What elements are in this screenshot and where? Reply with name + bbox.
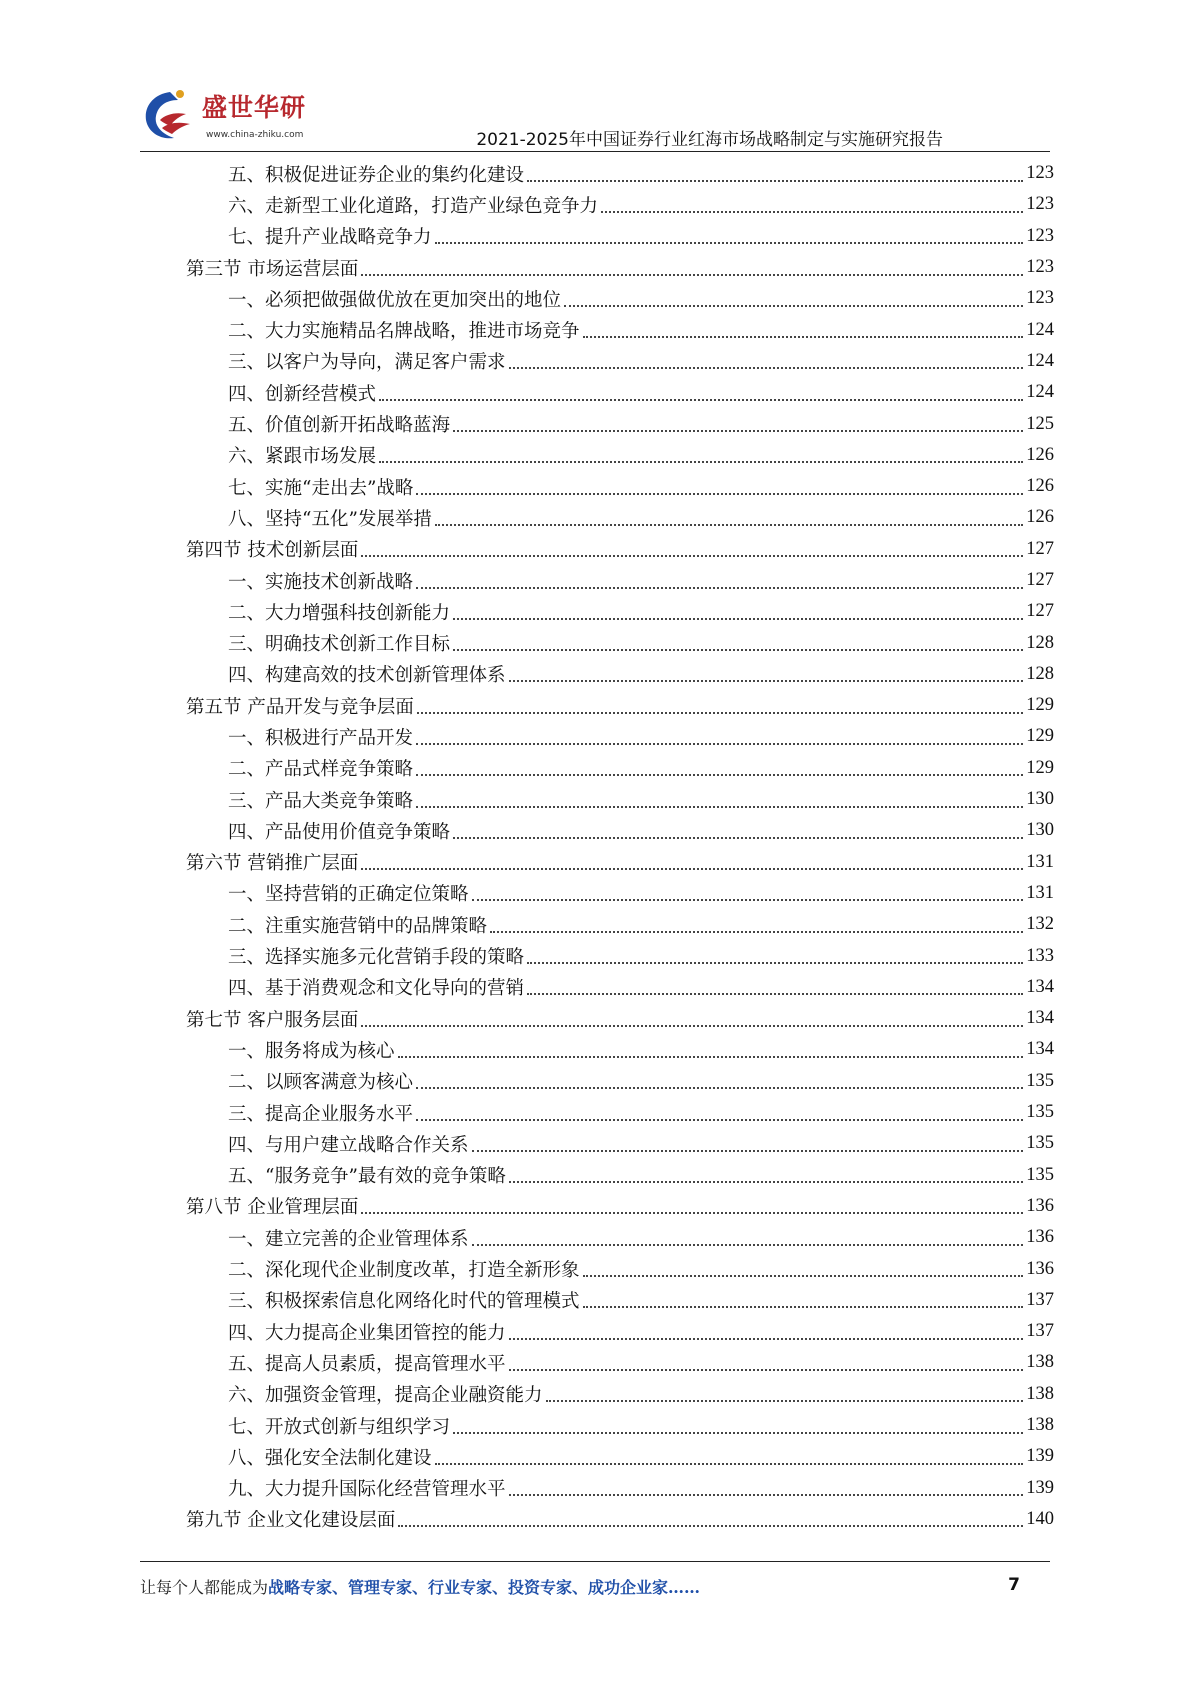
toc-leader-dots xyxy=(398,1056,1024,1058)
toc-entry-title: 五、“服务竞争”最有效的竞争策略 xyxy=(228,1166,506,1188)
toc-entry-page: 139 xyxy=(1026,1446,1054,1467)
toc-subsection-entry[interactable] xyxy=(186,158,1054,189)
toc-entry-title: 第五节 产品开发与竞争层面 xyxy=(186,696,414,718)
report-title: 2021-2025年中国证券行业红海市场战略制定与实施研究报告 xyxy=(476,130,943,150)
toc-entry-page: 133 xyxy=(1026,945,1054,966)
toc-subsection-entry[interactable] xyxy=(186,784,1054,815)
toc-entry-page: 134 xyxy=(1026,1039,1054,1060)
toc-subsection-entry[interactable] xyxy=(186,189,1054,220)
toc-leader-dots xyxy=(416,806,1023,808)
toc-entry-title: 四、创新经营模式 xyxy=(228,383,377,405)
toc-leader-dots xyxy=(379,461,1023,463)
toc-entry-page: 138 xyxy=(1026,1383,1054,1404)
toc-subsection-entry[interactable] xyxy=(186,1316,1054,1347)
toc-entry-title: 一、必须把做强做优放在更加突出的地位 xyxy=(228,289,562,311)
page-header xyxy=(0,0,1191,150)
toc-entry-page: 138 xyxy=(1026,1352,1054,1373)
toc-subsection-entry[interactable] xyxy=(186,940,1054,971)
toc-entry-title: 三、产品大类竞争策略 xyxy=(228,790,414,812)
toc-entry-page: 138 xyxy=(1026,1415,1054,1436)
toc-section-entry[interactable] xyxy=(186,1191,1054,1222)
toc-leader-dots xyxy=(361,1212,1023,1214)
toc-subsection-entry[interactable] xyxy=(186,1379,1054,1410)
toc-entry-title: 六、加强资金管理，提高企业融资能力 xyxy=(228,1385,543,1407)
toc-entry-title: 四、产品使用价值竞争策略 xyxy=(228,821,451,843)
toc-subsection-entry[interactable] xyxy=(186,1034,1054,1065)
page-number: 7 xyxy=(1008,1575,1020,1595)
toc-leader-dots xyxy=(564,305,1023,307)
toc-leader-dots xyxy=(509,1181,1023,1183)
toc-entry-page: 136 xyxy=(1026,1227,1054,1248)
toc-entry-page: 123 xyxy=(1026,225,1054,246)
toc-entry-title: 二、以顾客满意为核心 xyxy=(228,1072,414,1094)
toc-entry-title: 五、提高人员素质，提高管理水平 xyxy=(228,1353,506,1375)
toc-entry-page: 136 xyxy=(1026,1258,1054,1279)
toc-section-entry[interactable] xyxy=(186,534,1054,565)
toc-subsection-entry[interactable] xyxy=(186,1410,1054,1441)
toc-entry-title: 六、走新型工业化道路，打造产业绿色竞争力 xyxy=(228,195,599,217)
toc-subsection-entry[interactable] xyxy=(186,627,1054,658)
toc-entry-page: 132 xyxy=(1026,914,1054,935)
toc-entry-title: 四、基于消费观念和文化导向的营销 xyxy=(228,978,525,1000)
toc-subsection-entry[interactable] xyxy=(186,565,1054,596)
toc-subsection-entry[interactable] xyxy=(186,753,1054,784)
footer-divider xyxy=(140,1561,1050,1562)
logo-name: 盛世华研 xyxy=(202,93,307,122)
toc-leader-dots xyxy=(435,1463,1024,1465)
toc-entry-title: 一、建立完善的企业管理体系 xyxy=(228,1228,469,1250)
toc-subsection-entry[interactable] xyxy=(186,314,1054,345)
toc-section-entry[interactable] xyxy=(186,252,1054,283)
toc-entry-page: 124 xyxy=(1026,382,1054,403)
toc-leader-dots xyxy=(416,1087,1023,1089)
toc-entry-title: 二、深化现代企业制度改革，打造全新形象 xyxy=(228,1260,580,1282)
toc-entry-title: 七、提升产业战略竞争力 xyxy=(228,227,432,249)
toc-section-entry[interactable] xyxy=(186,847,1054,878)
toc-leader-dots xyxy=(453,430,1023,432)
footer-slogan-highlight: 战略专家、管理专家、行业专家、投资专家、成功企业家…… xyxy=(268,1578,701,1597)
toc-entry-title: 八、强化安全法制化建设 xyxy=(228,1447,432,1469)
toc-leader-dots xyxy=(379,399,1023,401)
toc-subsection-entry[interactable] xyxy=(186,1222,1054,1253)
toc-entry-page: 124 xyxy=(1026,350,1054,371)
toc-subsection-entry[interactable] xyxy=(186,1347,1054,1378)
toc-entry-page: 135 xyxy=(1026,1164,1054,1185)
toc-entry-title: 二、注重实施营销中的品牌策略 xyxy=(228,915,488,937)
toc-subsection-entry[interactable] xyxy=(186,659,1054,690)
toc-entry-title: 一、服务将成为核心 xyxy=(228,1040,395,1062)
toc-entry-page: 126 xyxy=(1026,507,1054,528)
toc-subsection-entry[interactable] xyxy=(186,346,1054,377)
toc-entry-page: 123 xyxy=(1026,163,1054,184)
toc-entry-page: 129 xyxy=(1026,757,1054,778)
toc-entry-title: 七、开放式创新与组织学习 xyxy=(228,1416,451,1438)
toc-subsection-entry[interactable] xyxy=(186,1441,1054,1472)
toc-entry-page: 134 xyxy=(1026,976,1054,997)
toc-entry-page: 131 xyxy=(1026,851,1054,872)
toc-leader-dots xyxy=(546,1400,1024,1402)
toc-entry-title: 二、产品式样竞争策略 xyxy=(228,759,414,781)
toc-entry-page: 130 xyxy=(1026,789,1054,810)
toc-entry-title: 七、实施“走出去”战略 xyxy=(228,477,414,499)
toc-subsection-entry[interactable] xyxy=(186,721,1054,752)
toc-entry-title: 九、大力提升国际化经营管理水平 xyxy=(228,1479,506,1501)
toc-entry-title: 三、以客户为导向，满足客户需求 xyxy=(228,352,506,374)
toc-leader-dots xyxy=(453,618,1023,620)
toc-entry-page: 124 xyxy=(1026,319,1054,340)
toc-leader-dots xyxy=(416,587,1023,589)
toc-entry-title: 二、大力实施精品名牌战略，推进市场竞争 xyxy=(228,321,580,343)
toc-leader-dots xyxy=(361,868,1023,870)
toc-entry-page: 127 xyxy=(1026,570,1054,590)
toc-leader-dots xyxy=(527,962,1023,964)
toc-entry-page: 134 xyxy=(1026,1008,1054,1029)
toc-entry-title: 四、大力提高企业集团管控的能力 xyxy=(228,1322,506,1344)
toc-leader-dots xyxy=(527,180,1023,182)
toc-leader-dots xyxy=(361,555,1023,557)
toc-section-entry[interactable] xyxy=(186,1003,1054,1034)
toc-entry-page: 129 xyxy=(1026,695,1054,716)
toc-leader-dots xyxy=(583,1306,1024,1308)
toc-leader-dots xyxy=(472,1244,1024,1246)
toc-leader-dots xyxy=(472,899,1024,901)
company-logo xyxy=(140,84,320,150)
toc-leader-dots xyxy=(509,367,1024,369)
toc-leader-dots xyxy=(453,649,1023,651)
toc-entry-page: 137 xyxy=(1026,1289,1054,1310)
toc-leader-dots xyxy=(398,1525,1023,1527)
toc-entry-page: 135 xyxy=(1026,1133,1054,1154)
toc-subsection-entry[interactable] xyxy=(186,1285,1054,1316)
toc-entry-page: 128 xyxy=(1026,663,1054,684)
toc-leader-dots xyxy=(416,743,1023,745)
toc-entry-page: 127 xyxy=(1026,601,1054,622)
toc-entry-page: 130 xyxy=(1026,820,1054,841)
toc-subsection-entry[interactable] xyxy=(186,471,1054,502)
toc-leader-dots xyxy=(509,1338,1024,1340)
toc-leader-dots xyxy=(509,680,1024,682)
toc-leader-dots xyxy=(416,493,1023,495)
toc-leader-dots xyxy=(527,993,1023,995)
toc-leader-dots xyxy=(416,1119,1023,1121)
toc-entry-page: 126 xyxy=(1026,476,1054,497)
toc-leader-dots xyxy=(435,242,1024,244)
logo-url: www.china-zhiku.com xyxy=(206,130,304,140)
toc-leader-dots xyxy=(509,1369,1024,1371)
toc-leader-dots xyxy=(509,1494,1024,1496)
toc-entry-title: 第四节 技术创新层面 xyxy=(186,540,359,562)
toc-entry-title: 五、积极促进证券企业的集约化建设 xyxy=(228,164,525,186)
toc-entry-title: 四、与用户建立战略合作关系 xyxy=(228,1134,469,1156)
toc-subsection-entry[interactable] xyxy=(186,502,1054,533)
logo-emblem-icon xyxy=(140,84,206,144)
toc-entry-page: 140 xyxy=(1026,1508,1054,1529)
toc-leader-dots xyxy=(453,837,1023,839)
toc-entry-title: 第七节 客户服务层面 xyxy=(186,1009,359,1031)
toc-subsection-entry[interactable] xyxy=(186,283,1054,314)
toc-entry-page: 135 xyxy=(1026,1070,1054,1091)
toc-section-entry[interactable] xyxy=(186,1504,1054,1535)
toc-leader-dots xyxy=(435,524,1023,526)
toc-entry-page: 123 xyxy=(1026,194,1054,215)
toc-entry-page: 131 xyxy=(1026,882,1054,903)
toc-section-entry[interactable] xyxy=(186,690,1054,721)
toc-entry-title: 二、大力增强科技创新能力 xyxy=(228,602,451,624)
toc-leader-dots xyxy=(361,1025,1023,1027)
toc-subsection-entry[interactable] xyxy=(186,909,1054,940)
toc-subsection-entry[interactable] xyxy=(186,596,1054,627)
header-divider xyxy=(140,151,1050,152)
toc-leader-dots xyxy=(361,274,1023,276)
toc-leader-dots xyxy=(417,712,1023,714)
toc-entry-title: 第八节 企业管理层面 xyxy=(186,1197,359,1219)
toc-subsection-entry[interactable] xyxy=(186,1160,1054,1191)
toc-entry-title: 三、选择实施多元化营销手段的策略 xyxy=(228,947,525,969)
toc-entry-title: 第九节 企业文化建设层面 xyxy=(186,1510,396,1532)
toc-entry-page: 135 xyxy=(1026,1102,1054,1123)
toc-subsection-entry[interactable] xyxy=(186,1472,1054,1503)
toc-subsection-entry[interactable] xyxy=(186,972,1054,1003)
toc-entry-title: 第三节 市场运营层面 xyxy=(186,258,359,280)
toc-entry-title: 三、明确技术创新工作目标 xyxy=(228,634,451,656)
toc-entry-title: 四、构建高效的技术创新管理体系 xyxy=(228,665,506,687)
toc-entry-page: 139 xyxy=(1026,1477,1054,1498)
toc-subsection-entry[interactable] xyxy=(186,408,1054,439)
toc-subsection-entry[interactable] xyxy=(186,440,1054,471)
toc-leader-dots xyxy=(583,336,1024,338)
toc-leader-dots xyxy=(490,931,1023,933)
toc-entry-page: 123 xyxy=(1026,257,1054,278)
toc-leader-dots xyxy=(472,1150,1024,1152)
toc-entry-title: 第六节 营销推广层面 xyxy=(186,853,359,875)
footer-slogan-lead: 让每个人都能成为 xyxy=(140,1578,269,1597)
toc-subsection-entry[interactable] xyxy=(186,1253,1054,1284)
toc-entry-page: 125 xyxy=(1026,413,1054,434)
toc-entry-page: 126 xyxy=(1026,444,1054,465)
toc-entry-title: 六、紧跟市场发展 xyxy=(228,446,377,468)
table-of-contents xyxy=(186,158,1054,1535)
toc-entry-page: 136 xyxy=(1026,1195,1054,1216)
toc-entry-title: 八、坚持“五化”发展举措 xyxy=(228,508,432,530)
toc-entry-page: 129 xyxy=(1026,726,1054,747)
toc-leader-dots xyxy=(601,211,1023,213)
toc-entry-title: 五、价值创新开拓战略蓝海 xyxy=(228,415,451,437)
toc-subsection-entry[interactable] xyxy=(186,815,1054,846)
toc-entry-page: 123 xyxy=(1026,288,1054,309)
toc-entry-page: 128 xyxy=(1026,632,1054,653)
toc-leader-dots xyxy=(416,774,1023,776)
toc-subsection-entry[interactable] xyxy=(186,1066,1054,1097)
toc-subsection-entry[interactable] xyxy=(186,221,1054,252)
toc-entry-title: 一、积极进行产品开发 xyxy=(228,727,414,749)
toc-subsection-entry[interactable] xyxy=(186,377,1054,408)
toc-entry-title: 三、提高企业服务水平 xyxy=(228,1103,414,1125)
toc-leader-dots xyxy=(453,1432,1023,1434)
toc-entry-page: 137 xyxy=(1026,1321,1054,1342)
toc-entry-page: 127 xyxy=(1026,538,1054,559)
toc-entry-title: 一、实施技术创新战略 xyxy=(228,571,414,593)
toc-leader-dots xyxy=(583,1275,1024,1277)
toc-entry-title: 三、积极探索信息化网络化时代的管理模式 xyxy=(228,1291,580,1313)
toc-entry-title: 一、坚持营销的正确定位策略 xyxy=(228,884,469,906)
toc-subsection-entry[interactable] xyxy=(186,878,1054,909)
toc-subsection-entry[interactable] xyxy=(186,1097,1054,1128)
toc-subsection-entry[interactable] xyxy=(186,1128,1054,1159)
page-footer xyxy=(140,1575,1050,1603)
